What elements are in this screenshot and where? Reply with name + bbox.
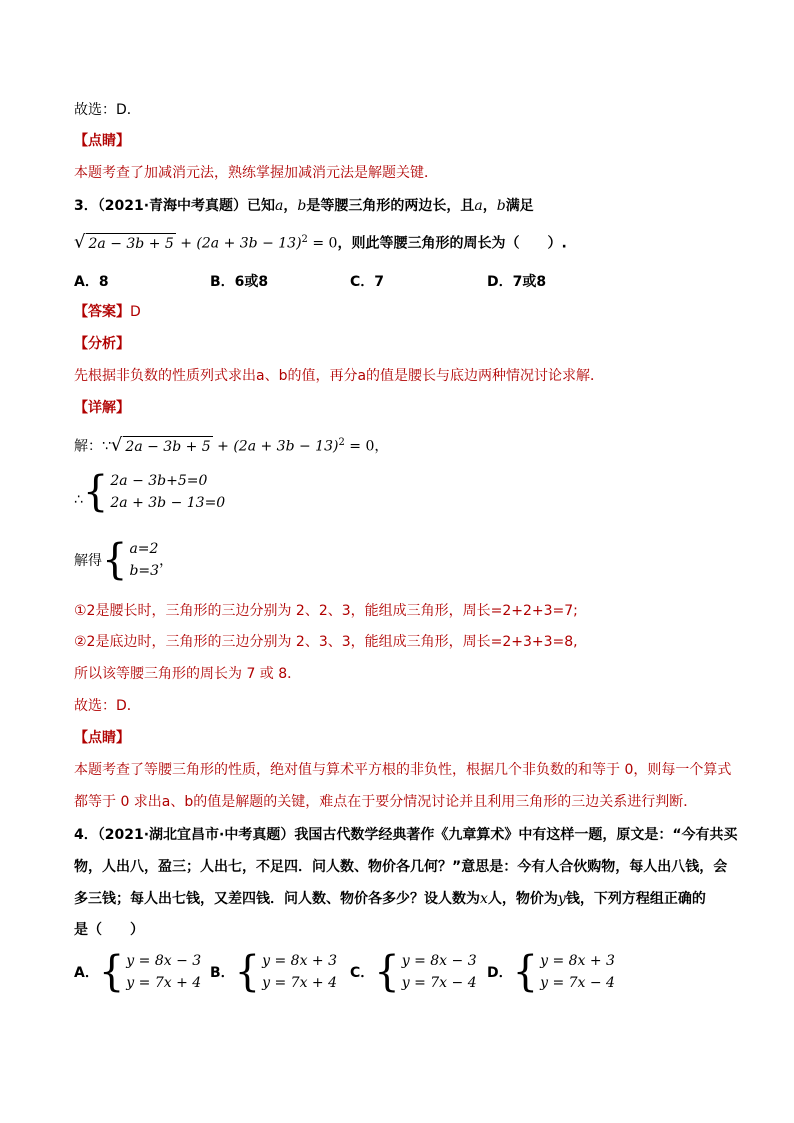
q3-detail-sqrt: 2a − 3b + 5 bbox=[123, 436, 212, 457]
q4-brace-a: { bbox=[98, 947, 125, 997]
q3-eq-tail: = 0 bbox=[307, 235, 338, 252]
q3-conclusion: 所以该等腰三角形的周长为 7 或 8． bbox=[74, 666, 302, 682]
q4-brace-b: { bbox=[234, 947, 261, 997]
q3-answer-line bbox=[74, 302, 141, 322]
q3-choose: 故选：D． bbox=[74, 698, 141, 714]
q3-answer-heading: 【答案】 bbox=[74, 304, 130, 320]
q3-detail-equation bbox=[74, 433, 388, 457]
q3-comma2: ， bbox=[482, 198, 497, 214]
solved-suffix: ， bbox=[159, 553, 174, 569]
prev-comment-heading: 【点睛】 bbox=[74, 133, 130, 149]
left-brace: { bbox=[82, 467, 109, 517]
system1-eq2: 2a + 3b − 13=0 bbox=[110, 495, 226, 511]
q4-brace-d: { bbox=[512, 947, 539, 997]
q3-case-1: ①2是腰长时，三角形的三边分别为 2、2、3，能组成三角形，周长=2+2+3=7; bbox=[74, 603, 578, 619]
q4-var-y: y bbox=[557, 891, 566, 907]
q4-option-b[interactable] bbox=[210, 947, 338, 997]
q3-system-2 bbox=[74, 535, 174, 585]
q4-brace-c: { bbox=[374, 947, 400, 997]
q4-line4: 是（ ） bbox=[74, 922, 144, 938]
q3-detail-heading: 【详解】 bbox=[74, 400, 130, 416]
system2-eq2: b=3 bbox=[129, 563, 160, 579]
q3-stem-prefix: 3．（2021·青海中考真题）已知 bbox=[74, 198, 276, 214]
q3-comment-line1: 本题考查了等腰三角形的性质，绝对值与算术平方根的非负性，根据几个非负数的和等于 0，则每一个算式 bbox=[74, 762, 732, 778]
q4-option-a[interactable] bbox=[74, 947, 202, 997]
prev-choose-text: 故选：D． bbox=[74, 102, 141, 118]
q4-c-eq2: y = 7x − 4 bbox=[401, 975, 477, 991]
q3-option-c[interactable]: C．7 bbox=[350, 274, 385, 290]
q3-case-2: ②2是底边时，三角形的三边分别为 2、3、3，能组成三角形，周长=2+3+3=8, bbox=[74, 634, 578, 650]
left-brace-2: { bbox=[102, 535, 128, 585]
q3-analysis-text: 先根据非负数的性质列式求出a、b的值，再分a的值是腰长与底边两种情况讨论求解． bbox=[74, 368, 605, 384]
system1-eq1: 2a − 3b+5=0 bbox=[110, 473, 208, 489]
q4-d-eq1: y = 8x + 3 bbox=[540, 953, 615, 969]
q3-stem-mid: 是等腰三角形的两边长，且 bbox=[306, 198, 475, 214]
q4-line3-mid: 人，物价为 bbox=[487, 891, 558, 907]
q3-option-d[interactable]: D．7或8 bbox=[487, 274, 547, 290]
sqrt-symbol-2: √ bbox=[110, 434, 123, 456]
q4-option-b-label: B． bbox=[210, 965, 235, 981]
q3-comment-line2: 都等于 0 求出a、b的值是解题的关键，难点在于要分情况讨论并且利用三角形的三边关系进行判断． bbox=[74, 794, 698, 810]
q4-a-eq1: y = 8x − 3 bbox=[126, 953, 202, 969]
q4-b-eq2: y = 7x + 4 bbox=[262, 975, 338, 991]
q4-d-eq2: y = 7x − 4 bbox=[540, 975, 615, 991]
q3-question: ，则此等腰三角形的周长为（ ）. bbox=[337, 235, 567, 252]
q3-var-a2: a bbox=[474, 198, 483, 214]
q3-detail-tail: = 0， bbox=[344, 438, 389, 455]
q3-var-b2: b bbox=[496, 198, 506, 214]
q3-detail-rest: + (2a + 3b − 13) bbox=[217, 438, 339, 455]
sqrt-symbol: √ bbox=[74, 231, 86, 253]
q3-eq-exp: 2 bbox=[301, 234, 308, 245]
q3-equation bbox=[74, 230, 567, 254]
prev-comment-text: 本题考查了加减消元法，熟练掌握加减消元法是解题关键． bbox=[74, 165, 438, 181]
solved-prefix: 解得 bbox=[74, 553, 102, 569]
q3-option-a[interactable]: A．8 bbox=[74, 274, 109, 290]
q4-line1: 4．（2021·湖北宜昌市·中考真题）我国古代数学经典著作《九章算术》中有这样一题，原文是：“今有共买 bbox=[74, 827, 738, 843]
q3-comma: ， bbox=[283, 198, 298, 214]
q4-line3 bbox=[74, 889, 706, 909]
q4-a-eq2: y = 7x + 4 bbox=[126, 975, 202, 991]
system2-eq1: a=2 bbox=[129, 541, 159, 557]
q4-option-c-label: C． bbox=[350, 965, 375, 981]
q4-line3-prefix: 多三钱；每人出七钱，又差四钱．问人数、物价各多少？设人数为 bbox=[74, 891, 480, 907]
q4-line2: 物，人出八，盈三；人出七，不足四．问人数、物价各几何？”意思是：今有人合伙购物，每人出八钱，会 bbox=[74, 859, 728, 875]
q3-stem bbox=[74, 196, 534, 216]
q4-option-d[interactable] bbox=[487, 947, 615, 997]
q3-comment-heading: 【点睛】 bbox=[74, 730, 130, 746]
q4-line3-end: 钱，下列方程组正确的 bbox=[565, 891, 706, 907]
q4-option-a-label: A． bbox=[74, 965, 99, 981]
q3-option-b[interactable]: B．6或8 bbox=[210, 274, 269, 290]
q3-var-a: a bbox=[275, 198, 284, 214]
q3-sqrt-content: 2a − 3b + 5 bbox=[86, 233, 175, 254]
q4-var-x: x bbox=[480, 891, 488, 907]
q3-detail-exp: 2 bbox=[338, 437, 345, 448]
q3-system-1 bbox=[74, 467, 226, 517]
q4-option-c[interactable] bbox=[350, 947, 477, 997]
q3-var-b: b bbox=[297, 198, 307, 214]
q3-stem-end: 满足 bbox=[505, 198, 534, 214]
q3-analysis-heading: 【分析】 bbox=[74, 336, 130, 352]
q3-eq-rest: + (2a + 3b − 13) bbox=[180, 235, 302, 252]
q3-answer-value: D bbox=[130, 304, 141, 320]
q4-b-eq1: y = 8x + 3 bbox=[262, 953, 338, 969]
q3-detail-prefix: 解：∵ bbox=[74, 438, 111, 455]
therefore-symbol: ∴ bbox=[74, 492, 83, 508]
q4-c-eq1: y = 8x − 3 bbox=[401, 953, 477, 969]
q4-option-d-label: D． bbox=[487, 965, 513, 981]
